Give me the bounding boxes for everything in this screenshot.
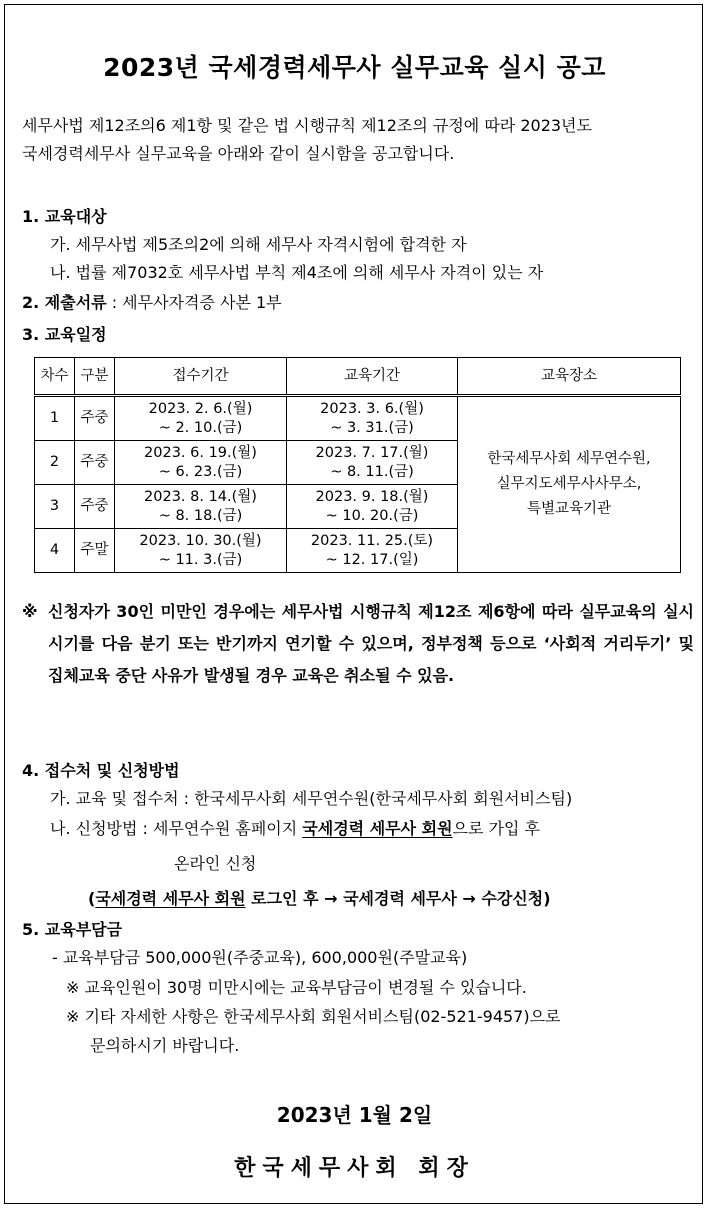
announcement-date: 2023년 1월 2일 <box>276 1103 433 1127</box>
education-end: ~ 12. 17.(일) <box>325 551 419 568</box>
session-type: 주말 <box>75 529 115 573</box>
intro-line-2: 국세경력세무사 실무교육을 아래와 같이 실시함을 공고합니다. <box>22 144 455 163</box>
section-3-heading: 3. 교육일정 <box>22 325 107 344</box>
education-end: ~ 8. 11.(금) <box>330 463 414 480</box>
flow-open-paren: ( <box>88 889 96 908</box>
education-period <box>287 529 458 573</box>
section-4-item-a: 가. 교육 및 접수처 : 한국세무사회 세무연수원(한국세무사회 회원서비스팀) <box>50 789 573 808</box>
location-line-1: 한국세무사회 세무연수원, <box>487 451 651 467</box>
education-start: 2023. 11. 25.(토) <box>310 532 434 549</box>
round-number: 1 <box>35 396 75 441</box>
education-period <box>287 485 458 529</box>
education-fee: - 교육부담금 500,000원(주중교육), 600,000원(주말교육) <box>52 948 468 967</box>
registration-end: ~ 8. 18.(금) <box>158 507 243 524</box>
notice-text: 신청자가 30인 미만인 경우에는 세무사법 시행규칙 제12조 제6항에 따라 실무교육의 실시시기를 다음 분기 또는 반기까지 연기할 수 있으며, 정부정책 등으로 ‘사회적 거리두기’ 및 집체교육 중단 사유가 발생될 경우 교육은 취소될 수 있음. <box>48 602 694 685</box>
registration-end: ~ 6. 23.(금) <box>158 463 243 480</box>
fee-note-2: ※ 기타 자세한 사항은 한국세무사회 회원서비스팀(02-521-9457)으로 <box>66 1007 561 1026</box>
education-period <box>287 441 458 485</box>
member-type-emphasis: 국세경력 세무사 회원 <box>302 819 453 838</box>
education-start: 2023. 7. 17.(월) <box>315 444 429 461</box>
education-start: 2023. 3. 6.(월) <box>320 400 424 417</box>
header-location: 교육장소 <box>458 358 681 396</box>
registration-end: ~ 2. 10.(금) <box>158 419 243 436</box>
schedule-table <box>34 357 681 573</box>
application-flow <box>88 886 551 909</box>
registration-end: ~ 11. 3.(금) <box>158 551 243 568</box>
table-row <box>35 396 681 441</box>
round-number: 4 <box>35 529 75 573</box>
item-b-suffix: 으로 가입 후 <box>452 819 540 838</box>
fee-note-2-continued: 문의하시기 바랍니다. <box>90 1036 240 1055</box>
section-1-item-b: 나. 법률 제7032호 세무사법 부칙 제4조에 의해 세무사 자격이 있는 자 <box>50 263 544 282</box>
intro-line-1: 세무사법 제12조의6 제1항 및 같은 법 시행규칙 제12조의 규정에 따라 2023년도 <box>22 116 592 135</box>
section-4-heading: 4. 접수처 및 신청방법 <box>22 761 180 780</box>
section-5-heading: 5. 교육부담금 <box>22 920 123 939</box>
registration-start: 2023. 10. 30.(월) <box>139 532 262 549</box>
page-title: 2023년 국세경력세무사 실무교육 실시 공고 <box>103 53 606 82</box>
education-end: ~ 3. 31.(금) <box>330 419 414 436</box>
header-type: 구분 <box>75 358 115 396</box>
session-type: 주중 <box>75 396 115 441</box>
flow-member-login: 국세경력 세무사 회원 <box>95 889 246 908</box>
section-2 <box>22 290 282 313</box>
education-period <box>287 396 458 441</box>
location-line-3: 특별교육기관 <box>526 501 612 517</box>
round-number: 2 <box>35 441 75 485</box>
reference-mark: ※ <box>22 602 38 621</box>
education-location <box>458 396 681 573</box>
section-4-item-b <box>50 816 540 839</box>
registration-period <box>115 396 287 441</box>
session-type: 주중 <box>75 485 115 529</box>
header-round: 차수 <box>35 358 75 396</box>
round-number: 3 <box>35 485 75 529</box>
location-line-2: 실무지도세무사사무소, <box>496 476 642 492</box>
registration-start: 2023. 8. 14.(월) <box>144 488 257 505</box>
flow-steps: 로그인 후 → 국세경력 세무사 → 수강신청) <box>245 889 551 908</box>
section-2-heading: 2. 제출서류 <box>22 293 107 312</box>
registration-period <box>115 441 287 485</box>
session-type: 주중 <box>75 441 115 485</box>
signature: 한국세무사회 회장 <box>234 1156 475 1181</box>
table-header-row <box>35 358 681 396</box>
section-2-content: : 세무사자격증 사본 1부 <box>106 293 282 312</box>
registration-period <box>115 485 287 529</box>
section-1-item-a: 가. 세무사법 제5조의2에 의해 세무사 자격시험에 합격한 자 <box>50 235 467 254</box>
item-b-prefix: 나. 신청방법 : 세무연수원 홈페이지 <box>50 819 303 838</box>
header-registration-period: 접수기간 <box>115 358 287 396</box>
education-start: 2023. 9. 18.(월) <box>315 488 429 505</box>
section-1-heading: 1. 교육대상 <box>22 207 107 226</box>
registration-period <box>115 529 287 573</box>
registration-start: 2023. 6. 19.(월) <box>144 444 257 461</box>
section-4-item-b-continued: 온라인 신청 <box>174 854 257 873</box>
notice-block <box>22 596 694 692</box>
registration-start: 2023. 2. 6.(월) <box>148 400 253 417</box>
header-education-period: 교육기간 <box>287 358 458 396</box>
education-end: ~ 10. 20.(금) <box>325 507 419 524</box>
fee-note-1: ※ 교육인원이 30명 미만시에는 교육부담금이 변경될 수 있습니다. <box>66 978 527 997</box>
